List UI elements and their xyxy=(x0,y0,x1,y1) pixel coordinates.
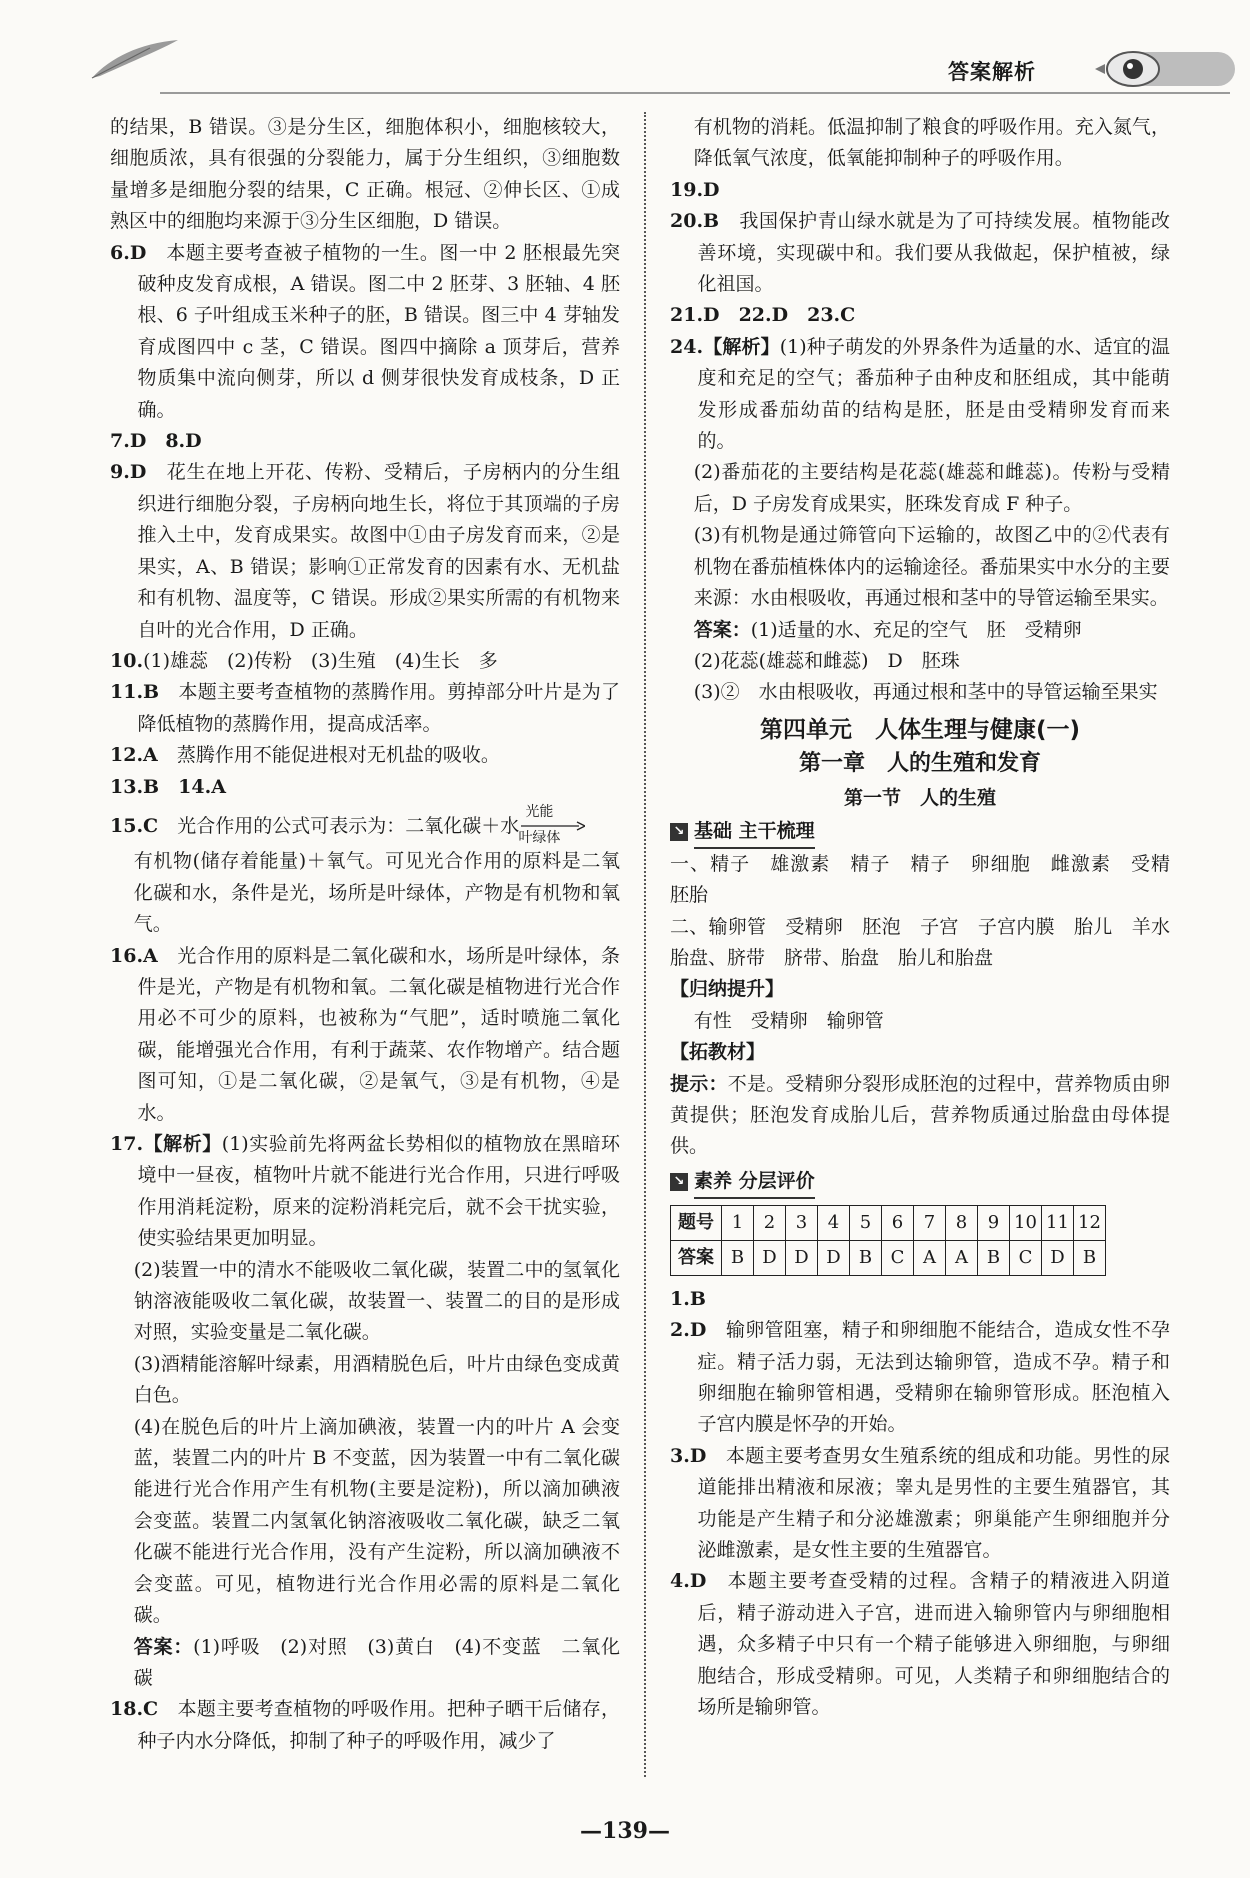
answer-item: 20.B 我国保护青山绿水就是为了可持续发展。植物能改善环境，实现碳中和。我们要从我做起，保护植被，绿化祖国。 xyxy=(670,210,1170,296)
table-cell: 9 xyxy=(978,1205,1010,1240)
table-cell: A xyxy=(946,1240,978,1275)
answer-item: 有机物的消耗。低温抑制了粮食的呼吸作用。充入氮气，降低氧气浓度，低氧能抑制种子的呼吸作用。 xyxy=(693,116,1170,170)
answer-item: 2.D 输卵管阻塞，精子和卵细胞不能结合，造成女性不孕症。精子活力弱，无法到达输卵管，造成不孕。精子和卵细胞在输卵管相遇，受精卵在输卵管形成。胚泡植入子宫内膜是怀孕的开始。 xyxy=(670,1319,1170,1436)
page-header xyxy=(0,0,1250,105)
table-cell: 1 xyxy=(722,1205,754,1240)
answer-item: 10.(1)雄蕊 (2)传粉 (3)生殖 (4)生长 多 xyxy=(110,649,498,672)
table-cell: 10 xyxy=(1010,1205,1042,1240)
table-cell: D xyxy=(754,1240,786,1275)
unit-title: 第四单元 人体生理与健康(一) xyxy=(759,716,1081,743)
textbook-text: 提示：不是。受精卵分裂形成胚泡的过程中，营养物质由卵黄提供；胚泡发育成胎儿后，营养物质通过胎盘由母体提供。 xyxy=(670,1072,1170,1158)
answer-item: 19.D xyxy=(670,178,720,201)
summary-heading: 【归纳提升】 xyxy=(670,978,785,1001)
header-title: 答案解析 xyxy=(948,60,1036,84)
basics-line: 一、精子 雄激素 精子 精子 卵细胞 雌激素 受精 胚胎 xyxy=(670,852,1190,907)
answer-item: (3)酒精能溶解叶绿素，用酒精脱色后，叶片由绿色变成黄白色。 xyxy=(133,1352,620,1407)
answer-item: 11.B 本题主要考查植物的蒸腾作用。剪掉部分叶片是为了降低植物的蒸腾作用，提高成活率。 xyxy=(110,681,620,735)
table-cell: 2 xyxy=(754,1205,786,1240)
textbook-heading: 【拓教材】 xyxy=(670,1041,766,1064)
answer-item: (2)装置一中的清水不能吸收二氧化碳，装置二中的氢氧化钠溶液能吸收二氧化碳，故装置一、装置二的目的是形成对照，实验变量是二氧化碳。 xyxy=(133,1258,620,1344)
basics-line: 二、输卵管 受精卵 胚泡 子宫 子宫内膜 胎儿 羊水 胎盘、脐带 脐带、胎盘 胎儿和胎盘 xyxy=(670,915,1190,969)
answer-item: 1.B xyxy=(670,1287,706,1310)
answer-item: 13.B 14.A xyxy=(110,775,226,798)
table-cell: B xyxy=(978,1240,1010,1275)
answer-item: 17.【解析】(1)实验前先将两盆长势相似的植物放在黑暗环境中一昼夜，植物叶片就不能进行光合作用，只进行呼吸作用消耗淀粉，原来的淀粉消耗完后，就不会干扰实验，使实验结果更加明显。 xyxy=(110,1133,620,1250)
answer-item: 9.D 花生在地上开花、传粉、受精后，子房柄内的分生组织进行细胞分裂，子房柄向地生长，将位于其顶端的子房推入土中，发育成果实。故图中①由子房发育而来，②是果实，A、B 错误；影响①正常发育的因素有水、无机盐和有机物、温度等，C 错误。形成②果实所需的有机物来自叶的光合作用，D 正确。 xyxy=(110,461,620,641)
table-cell: D xyxy=(1042,1240,1074,1275)
table-cell: A xyxy=(914,1240,946,1275)
table-row xyxy=(671,1205,1106,1240)
answer-item-formula-cont: 有机物(储存着能量)＋氧气。可见光合作用的原料是二氧化碳和水，条件是光，场所是叶绿体，产物是有机物和氧气。 xyxy=(133,850,620,936)
table-cell: 11 xyxy=(1042,1205,1074,1240)
table-row-label: 答案 xyxy=(671,1240,722,1275)
answer-item: 的结果，B 错误。③是分生区，细胞体积小，细胞核较大，细胞质浓，具有很强的分裂能力，属于分生组织，③细胞数量增多是细胞分裂的结果，C 正确。根冠、②伸长区、①成熟区中的细胞均来源于③分生区细胞，D 错误。 xyxy=(110,116,620,233)
table-cell: 8 xyxy=(946,1205,978,1240)
evaluation-heading: ↘ 素养 分层评价 xyxy=(670,1165,1170,1199)
answer-table xyxy=(670,1205,1106,1276)
reaction-arrow: 光能 叶绿体 xyxy=(521,817,585,837)
answer-item: 24.【解析】(1)种子萌发的外界条件为适量的水、适宜的温度和充足的空气；番茄种子由种皮和胚组成，其中能萌发形成番茄幼苗的结构是胚，胚是由受精卵发育而来的。 xyxy=(670,335,1170,453)
column-divider xyxy=(644,112,646,1777)
table-cell: D xyxy=(818,1240,850,1275)
answer-item: (3)② 水由根吸收，再通过根和茎中的导管运输至果实 xyxy=(693,681,1158,704)
table-row-label: 题号 xyxy=(671,1205,722,1240)
answer-item-formula: 15.C 光合作用的公式可表示为：二氧化碳＋水 光能 叶绿体 xyxy=(110,811,620,842)
table-row xyxy=(671,1240,1106,1275)
table-cell: B xyxy=(850,1240,882,1275)
answer-item: 3.D 本题主要考查男女生殖系统的组成和功能。男性的尿道能排出精液和尿液；睾丸是男性的主要生殖器官，其功能是产生精子和分泌雄激素；卵巢能产生卵细胞并分泌雌激素，是女性主要的生殖器官。 xyxy=(670,1444,1170,1562)
answer-item: 4.D 本题主要考查受精的过程。含精子的精液进入阴道后，精子游动进入子宫，进而进入输卵管内与卵细胞相遇，众多精子中只有一个精子能够进入卵细胞，与卵细胞结合，形成受精卵。可见，人类精子和卵细胞结合的场所是输卵管。 xyxy=(670,1570,1170,1719)
table-cell: 4 xyxy=(818,1205,850,1240)
summary-text: 有性 受精卵 输卵管 xyxy=(693,1009,884,1032)
answer-item: (4)在脱色后的叶片上滴加碘液，装置一内的叶片 A 会变蓝，装置二内的叶片 B 不变蓝，因为装置一中有二氧化碳能进行光合作用产生有机物(主要是淀粉)，所以滴加碘液会变蓝。装置二内氢氧化钠溶液吸收二氧化碳，缺乏二氧化碳不能进行光合作用，没有产生淀粉，所以滴加碘液不会变蓝。可见，植物进行光合作用必需的原料是二氧化碳。 xyxy=(133,1415,620,1627)
table-cell: 3 xyxy=(786,1205,818,1240)
table-cell: B xyxy=(1074,1240,1106,1275)
arrow-box-icon: ↘ xyxy=(670,1173,688,1191)
answer-item: 12.A 蒸腾作用不能促进根对无机盐的吸收。 xyxy=(110,744,500,767)
section-title: 第一节 人的生殖 xyxy=(843,786,996,809)
answer-item: 答案：(1)呼吸 (2)对照 (3)黄白 (4)不变蓝 二氧化碳 xyxy=(133,1635,620,1689)
table-cell: 7 xyxy=(914,1205,946,1240)
table-cell: 5 xyxy=(850,1205,882,1240)
answer-item: (2)花蕊(雄蕊和雌蕊) D 胚珠 xyxy=(693,649,960,672)
table-cell: D xyxy=(786,1240,818,1275)
answer-item: 答案：(1)适量的水、充足的空气 胚 受精卵 xyxy=(693,618,1082,641)
answer-item: (3)有机物是通过筛管向下运输的，故图乙中的②代表有机物在番茄植株体内的运输途径。番茄果实中水分的主要来源：水由根吸收，再通过根和茎中的导管运输至果实。 xyxy=(693,524,1170,610)
basics-heading: ↘ 基础 主干梳理 xyxy=(670,815,1170,849)
answer-item: (2)番茄花的主要结构是花蕊(雄蕊和雌蕊)。传粉与受精后，D 子房发育成果实，胚珠发育成 F 种子。 xyxy=(693,461,1170,515)
page-number: —139— xyxy=(580,1818,670,1844)
table-cell: B xyxy=(722,1240,754,1275)
answer-item: 18.C 本题主要考查植物的呼吸作用。把种子晒干后储存，种子内水分降低，抑制了种子的呼吸作用，减少了 xyxy=(110,1698,620,1752)
answer-item: 16.A 光合作用的原料是二氧化碳和水，场所是叶绿体，条件是光，产物是有机物和氧。二氧化碳是植物进行光合作用必不可少的原料，也被称为“气肥”，适时喷施二氧化碳，能增强光合作用，有利于蔬菜、农作物增产。结合题图可知，①是二氧化碳，②是氧气，③是有机物，④是水。 xyxy=(110,944,620,1124)
right-column xyxy=(670,112,1190,1723)
answer-item: 6.D 本题主要考查被子植物的一生。图一中 2 胚根最先突破种皮发育成根，A 错误。图二中 2 胚芽、3 胚轴、4 胚根、6 子叶组成玉米种子的胚，B 错误。图三中 4 芽轴发育成图四中 c 茎，C 错误。图四中摘除 a 顶芽后，营养物质集中流向侧芽，所以 d 侧芽很快发育成枝条，D 正确。 xyxy=(110,241,620,421)
answer-item: 7.D 8.D xyxy=(110,430,202,453)
table-cell: 6 xyxy=(882,1205,914,1240)
feather-icon xyxy=(90,38,180,83)
eye-logo-icon xyxy=(1075,48,1235,90)
answer-item: 21.D 22.D 23.C xyxy=(670,304,856,327)
table-cell: C xyxy=(1010,1240,1042,1275)
left-column xyxy=(110,112,620,1757)
chapter-title: 第一章 人的生殖和发育 xyxy=(798,750,1041,776)
table-cell: 12 xyxy=(1074,1205,1106,1240)
table-cell: C xyxy=(882,1240,914,1275)
header-rule xyxy=(160,92,1230,94)
arrow-box-icon: ↘ xyxy=(670,823,688,841)
